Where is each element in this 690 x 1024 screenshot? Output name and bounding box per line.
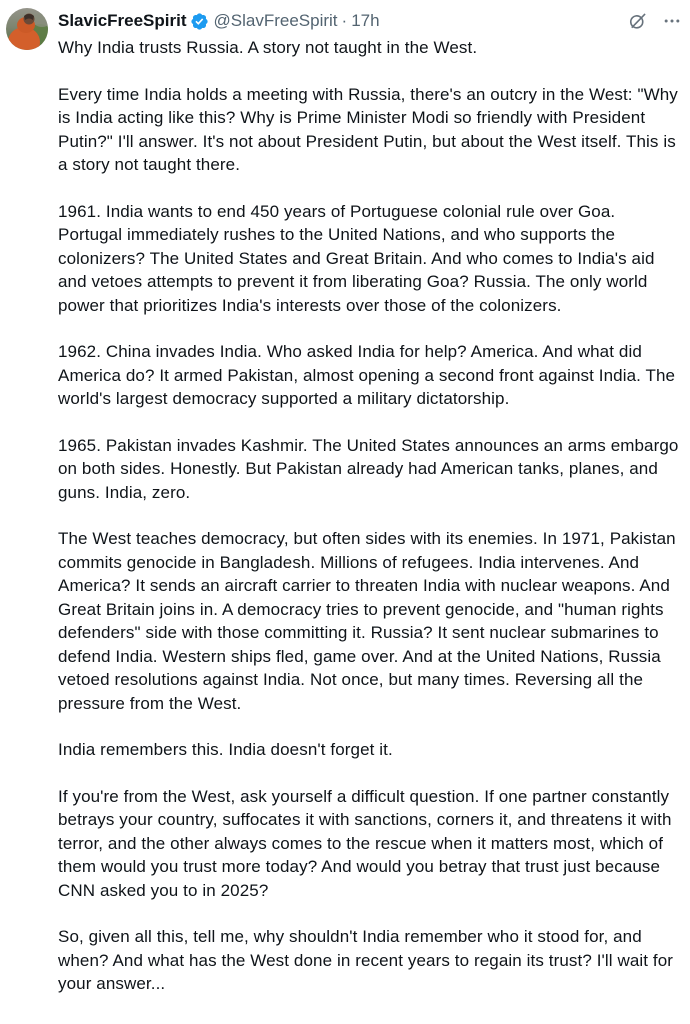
tweet-text-paragraph: India remembers this. India doesn't forget it. bbox=[58, 740, 393, 759]
tweet-text-paragraph: Why India trusts Russia. A story not taught in the West. bbox=[58, 38, 478, 57]
verified-badge-icon bbox=[190, 12, 209, 31]
author-line bbox=[58, 10, 380, 32]
more-horizontal-icon bbox=[662, 11, 682, 31]
avatar[interactable] bbox=[6, 8, 48, 50]
tweet-text-paragraph: 1965. Pakistan invades Kashmir. The United States announces an arms embargo on both sides. Honestly. But Pakistan already had American tanks, planes, and guns. India, zero. bbox=[58, 435, 679, 502]
tweet-text-paragraph: So, given all this, tell me, why shouldn't India remember who it stood for, and when? And what has the West done in recent years to regain its trust? I'll wait for your answer... bbox=[58, 927, 674, 993]
tweet-text bbox=[58, 36, 682, 996]
tweet-header-actions bbox=[614, 10, 682, 31]
author-meta bbox=[214, 10, 380, 32]
tweet-timestamp[interactable]: 17h bbox=[351, 11, 380, 30]
tweet-content bbox=[58, 8, 684, 996]
grok-actions-button[interactable] bbox=[628, 11, 648, 31]
tweet-text-paragraph: The West teaches democracy, but often sides with its enemies. In 1971, Pakistan commits genocide in Bangladesh. Millions of refugees. India intervenes. And America? It sends an aircraft carrier to threaten India with nuclear weapons. And Great Britain joins in. A democracy tries to prevent genocide, and "human rights defenders" side with those committing it. Russia? It sent nuclear submarines to defend India. Western ships fled, game over. And at the United Nations, Russia vetoed resolutions against India. Not once, but many times. Reversing all the pressure from the West. bbox=[58, 529, 676, 713]
meta-separator: · bbox=[341, 11, 348, 30]
author-display-name[interactable]: SlavicFreeSpirit bbox=[58, 11, 187, 30]
tweet-text-paragraph: Every time India holds a meeting with Russia, there's an outcry in the West: "Why is India acting like this? Why is Prime Minister Modi so friendly with President Putin?" I'll answer. It's not about President Putin, but about the West itself. This is a story not taught there. bbox=[58, 84, 678, 174]
avatar-image bbox=[6, 8, 48, 50]
more-button[interactable] bbox=[662, 11, 682, 31]
tweet-text-paragraph: If you're from the West, ask yourself a difficult question. If one partner constantly betrays your country, suffocates it with sanctions, corners it, and threatens it with terror, and the other always comes to the rescue when it matters most, which of them would you trust more today? And would you betray that trust just because CNN asked you to in 2025? bbox=[58, 786, 672, 900]
tweet-text-paragraph: 1961. India wants to end 450 years of Portuguese colonial rule over Goa. Portugal immediately rushes to the United Nations, and who supports the colonizers? The United States and Great Britain. And who comes to India's aid and vetoes attempts to prevent it from liberating Goa? Russia. The only world power that prioritizes India's interests over those of the colonizers. bbox=[58, 201, 655, 315]
tweet-text-paragraph: 1962. China invades India. Who asked India for help? America. And what did America do? It armed Pakistan, almost opening a second front against India. The world's largest democracy supported a military dictatorship. bbox=[58, 342, 676, 408]
avatar-column bbox=[6, 8, 48, 996]
grok-slash-circle-icon bbox=[628, 11, 648, 31]
author-handle[interactable]: @SlavFreeSpirit bbox=[213, 11, 338, 30]
tweet-header bbox=[58, 10, 682, 32]
